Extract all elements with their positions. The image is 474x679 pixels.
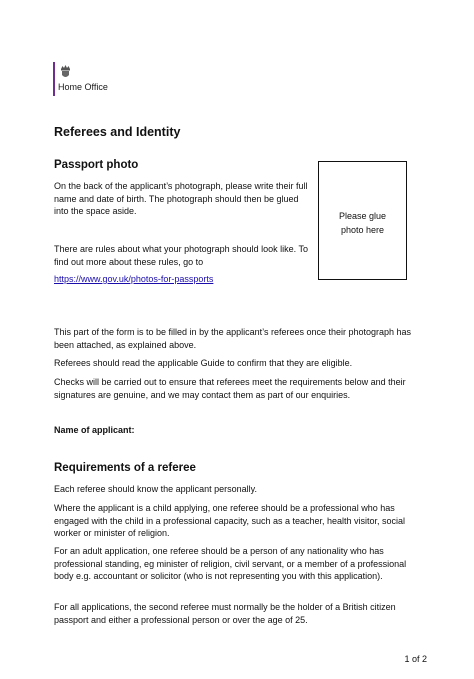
photo-box-label — [319, 209, 406, 237]
requirements-heading: Requirements of a referee — [54, 462, 196, 474]
logo-divider — [53, 62, 55, 96]
intro-paragraph-1: This part of the form is to be filled in by the applicant’s referees once their photograph has been attached, as explained above. — [54, 327, 412, 350]
logo-text: Home Office — [58, 82, 108, 92]
passport-photo-heading: Passport photo — [54, 159, 139, 171]
requirements-paragraph-2: Where the applicant is a child applying, one referee should be a professional who has engaged with the child in a professional capacity, such as a teacher, health visitor, social worker or minister of religion. — [54, 503, 406, 538]
photos-for-passports-link[interactable]: https://www.gov.uk/photos-for-passports — [54, 274, 214, 284]
page-title: Referees and Identity — [54, 125, 181, 139]
intro-paragraph-2: Referees should read the applicable Guide to confirm that they are eligible. — [54, 358, 353, 368]
requirements-paragraph-3: For an adult application, one referee should be a person of any nationality who has professional standing, eg minister of religion, civil servant, or a member of a professional body e.g. accountant or solicitor (who is not representing you with this application). — [54, 546, 407, 581]
applicant-name-label: Name of applicant: — [54, 425, 135, 435]
page-number: 1 of 2 — [404, 654, 427, 664]
requirements-paragraph-1: Each referee should know the applicant personally. — [54, 484, 257, 494]
intro-paragraph-3: Checks will be carried out to ensure that referees meet the requirements below and their signatures are genuine, and we may contact them as part of our enquiries. — [54, 377, 406, 400]
royal-crest-icon — [59, 64, 72, 80]
requirements-paragraph-4: For all applications, the second referee must normally be the holder of a British citizen passport and either a professional person or over the age of 25. — [54, 602, 396, 625]
photo-box-line-1: Please glue — [338, 211, 387, 221]
photo-glue-box — [318, 161, 407, 280]
photo-box-line-2: photo here — [340, 225, 385, 235]
photo-rules: There are rules about what your photograph should look like. To find out more about these rules, go to — [54, 244, 308, 267]
photo-instructions: On the back of the applicant’s photograph, please write their full name and date of birth. The photograph should then be glued into the space aside. — [54, 181, 308, 216]
